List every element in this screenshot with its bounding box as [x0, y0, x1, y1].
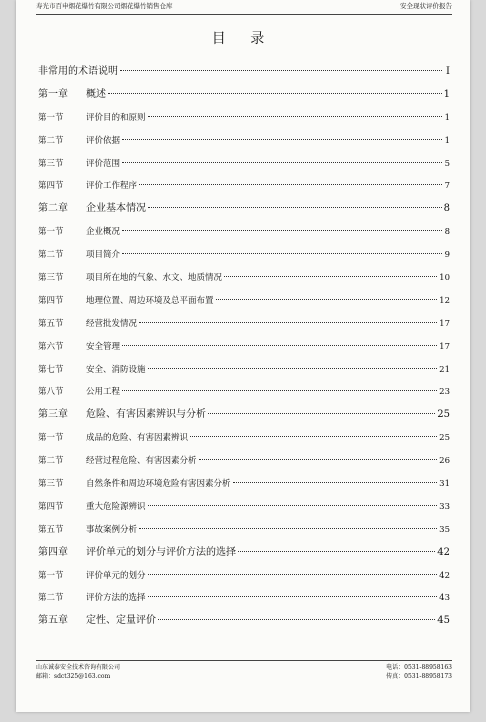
toc-entry [38, 198, 450, 221]
toc-entry-page: 45 [437, 615, 450, 627]
toc-entry [38, 496, 450, 519]
document-page [16, 0, 470, 712]
toc-entry-page: 9 [444, 250, 450, 261]
toc-entry [38, 404, 450, 427]
toc-entry-title: 评价方法的选择 [86, 593, 146, 604]
toc-entry-title: 企业概况 [86, 227, 121, 238]
toc-entry-title: 公用工程 [86, 387, 121, 398]
toc-leader-dots [120, 70, 442, 71]
page-header [36, 0, 452, 15]
toc-entry-number: 第七节 [38, 364, 64, 375]
toc-entry-number: 第四节 [38, 295, 64, 306]
toc-entry-title: 项目简介 [86, 250, 121, 261]
toc-entry-page: 8 [444, 227, 450, 238]
toc-leader-dots [148, 116, 442, 117]
toc-entry [38, 381, 450, 404]
toc-entry-title: 重大危险源辨识 [86, 501, 146, 512]
toc-entry-title: 非常用的术语说明 [38, 66, 118, 77]
toc-entry-title: 定性、定量评价 [86, 615, 156, 627]
toc-entry [38, 290, 450, 313]
toc-entry-number: 第三节 [38, 479, 64, 490]
toc-entry-title: 经营过程危险、有害因素分析 [86, 456, 197, 467]
footer-phone: 电话：0531-88958163 [386, 664, 452, 671]
toc-entry [38, 130, 450, 153]
toc-leader-dots [122, 139, 442, 140]
toc-entry-title: 危险、有害因素辨识与分析 [86, 409, 206, 421]
toc-entry-page: I [446, 66, 450, 77]
toc-leader-dots [224, 276, 437, 277]
toc-entry-number: 第一节 [38, 433, 64, 444]
header-report-title: 安全现状评价报告 [400, 2, 452, 10]
toc-entry [38, 153, 450, 176]
footer-fax: 传真：0531-88958173 [386, 673, 452, 680]
toc-entry-page: 26 [439, 456, 450, 467]
toc-entry [38, 107, 450, 130]
toc-leader-dots [148, 368, 438, 369]
toc-leader-dots [122, 345, 437, 346]
toc-entry [38, 450, 450, 473]
toc-entry-number: 第二节 [38, 250, 64, 261]
toc-entry-number: 第三节 [38, 273, 64, 284]
toc-entry-number: 第二章 [38, 203, 68, 215]
toc-entry-number: 第六节 [38, 341, 64, 352]
toc-entry-title: 企业基本情况 [86, 203, 146, 215]
toc-leader-dots [190, 436, 437, 437]
toc-entry-number: 第八节 [38, 387, 64, 398]
toc-entry [38, 473, 450, 496]
toc-entry-title: 概述 [86, 88, 106, 100]
toc-entry-number: 第四节 [38, 501, 64, 512]
toc-entry-title: 自然条件和周边环境危险有害因素分析 [86, 479, 231, 490]
toc-entry [38, 587, 450, 610]
toc-entry-page: 10 [439, 273, 450, 284]
toc-entry-page: 8 [443, 203, 450, 215]
toc-entry-title: 事故案例分析 [86, 524, 138, 535]
toc-entry [38, 565, 450, 588]
toc-entry-page: 1 [444, 135, 450, 146]
toc-entry-number: 第一节 [38, 227, 64, 238]
toc-entry-number: 第五章 [38, 615, 68, 627]
toc-entry-page: 42 [439, 570, 450, 581]
toc-entry-title: 评价依据 [86, 135, 121, 146]
toc-entry-page: 23 [439, 387, 450, 398]
toc-leader-dots [208, 413, 435, 414]
table-of-contents [38, 61, 450, 633]
toc-entry [38, 427, 450, 450]
toc-leader-dots [199, 459, 438, 460]
toc-entry-title: 安全管理 [86, 341, 121, 352]
toc-entry-title: 安全、消防设施 [86, 364, 146, 375]
toc-entry-title: 成品的危险、有害因素辨识 [86, 433, 189, 444]
toc-leader-dots [148, 207, 442, 208]
toc-entry-page: 43 [439, 593, 450, 604]
toc-entry [38, 84, 450, 107]
toc-entry-page: 33 [439, 501, 450, 512]
toc-entry-title: 经营批发情况 [86, 318, 138, 329]
toc-entry-page: 7 [444, 181, 450, 192]
toc-leader-dots [148, 574, 438, 575]
toc-entry-page: 42 [437, 546, 450, 558]
toc-entry-page: 12 [439, 295, 450, 306]
toc-leader-dots [139, 322, 437, 323]
toc-entry-number: 第一节 [38, 112, 64, 123]
toc-leader-dots [238, 551, 435, 552]
toc-leader-dots [148, 596, 438, 597]
toc-entry-number: 第四节 [38, 181, 64, 192]
toc-entry [38, 267, 450, 290]
toc-entry-page: 1 [443, 88, 450, 100]
toc-entry-page: 1 [444, 112, 450, 123]
footer-email: 邮箱：sdct325@163.com [36, 673, 111, 680]
toc-entry-page: 25 [439, 433, 450, 444]
toc-entry [38, 519, 450, 542]
toc-entry-number: 第三节 [38, 158, 64, 169]
toc-entry-number: 第二节 [38, 456, 64, 467]
toc-entry-number: 第五节 [38, 318, 64, 329]
toc-entry-number: 第二节 [38, 135, 64, 146]
toc-entry-page: 17 [439, 341, 450, 352]
toc-entry [38, 221, 450, 244]
toc-entry [38, 610, 450, 633]
toc-entry [38, 175, 450, 198]
toc-entry [38, 313, 450, 336]
toc-entry-page: 17 [439, 318, 450, 329]
toc-entry-title: 评价范围 [86, 158, 121, 169]
toc-leader-dots [148, 505, 438, 506]
footer-company: 山东诚泰安全技术咨询有限公司 [36, 664, 121, 671]
toc-leader-dots [122, 162, 442, 163]
toc-entry-page: 31 [439, 479, 450, 490]
toc-entry [38, 542, 450, 565]
toc-leader-dots [122, 230, 442, 231]
toc-entry-number: 第四章 [38, 546, 68, 558]
toc-entry-number: 第一章 [38, 88, 68, 100]
toc-leader-dots [122, 390, 437, 391]
toc-entry-number: 第三章 [38, 409, 68, 421]
toc-entry-page: 35 [439, 524, 450, 535]
toc-entry-number: 第二节 [38, 593, 64, 604]
toc-entry-title: 项目所在地的气象、水文、地质情况 [86, 273, 223, 284]
toc-entry [38, 244, 450, 267]
toc-entry-title: 评价单元的划分 [86, 570, 146, 581]
toc-leader-dots [108, 93, 442, 94]
toc-leader-dots [139, 528, 437, 529]
toc-entry-title: 评价单元的划分与评价方法的选择 [86, 546, 236, 558]
toc-leader-dots [122, 253, 442, 254]
toc-entry [38, 336, 450, 359]
toc-leader-dots [233, 482, 438, 483]
header-company: 寿光市百申烟花爆竹有限公司烟花爆竹销售仓库 [36, 2, 173, 10]
toc-title: 目 录 [211, 31, 275, 47]
toc-entry-number: 第五节 [38, 524, 64, 535]
toc-leader-dots [216, 299, 438, 300]
toc-entry [38, 359, 450, 382]
toc-entry [38, 61, 450, 84]
toc-entry-page: 5 [444, 158, 450, 169]
toc-entry-title: 评价工作程序 [86, 181, 138, 192]
toc-leader-dots [158, 619, 435, 620]
toc-entry-page: 21 [439, 364, 450, 375]
toc-entry-number: 第一节 [38, 570, 64, 581]
toc-leader-dots [139, 184, 442, 185]
toc-entry-title: 地理位置、周边环境及总平面布置 [86, 295, 214, 306]
toc-entry-page: 25 [437, 409, 450, 421]
page-footer [36, 660, 452, 680]
toc-entry-title: 评价目的和原则 [86, 112, 146, 123]
